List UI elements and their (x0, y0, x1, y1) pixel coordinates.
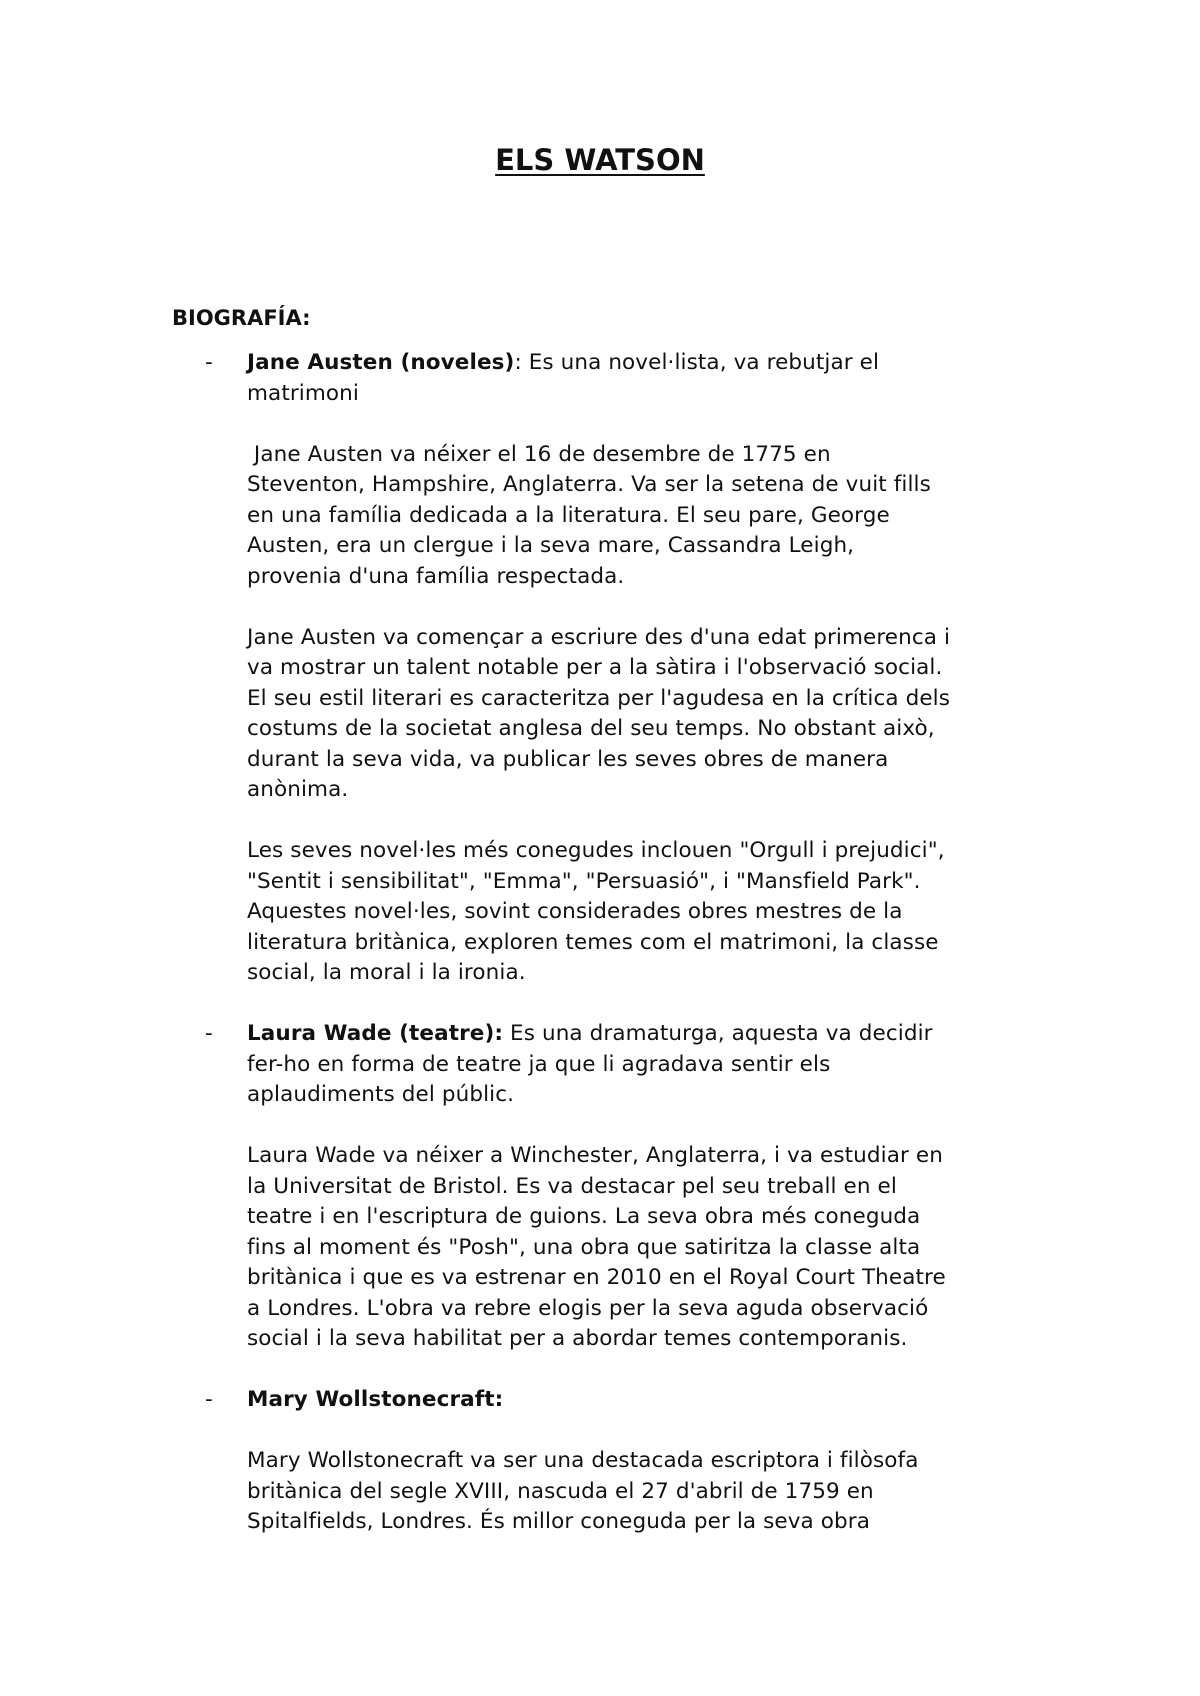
entry-intro-text: : Es una novel·lista, va rebutjar el matrimoni (247, 350, 880, 406)
section-heading-biografia: BIOGRAFÍA: (172, 306, 311, 330)
list-item-jane-austen (205, 348, 1065, 989)
bullet-dash: - (205, 1387, 213, 1412)
entry-name: Mary Wollstonecraft: (247, 1387, 504, 1412)
entry-intro (247, 348, 1065, 409)
bullet-dash: - (205, 1021, 213, 1046)
bullet-dash: - (205, 350, 213, 375)
biography-list (205, 348, 1065, 1568)
entry-paragraph: Jane Austen va començar a escriure des d'una edat primerenca i va mostrar un talent notable per a la sàtira i l'observació social. El seu estil literari es caracteritza per l'agudesa en la crítica dels costums de la societat anglesa del seu temps. No obstant això, durant la seva vida, va publicar les seves obres de manera anònima. (247, 624, 951, 802)
entry-name: Jane Austen (noveles) (247, 350, 515, 375)
entry-intro-text: Es una dramaturga, aquesta va decidir fer-ho en forma de teatre ja que li agradava sentir els aplaudiments del públic. (247, 1021, 933, 1107)
document-title-text: ELS WATSON (495, 143, 705, 177)
entry-name: Laura Wade (teatre): (247, 1021, 504, 1046)
entry-paragraph: Mary Wollstonecraft va ser una destacada escriptora i filòsofa britànica del segle XVIII, nascuda el 27 d'abril de 1759 en Spitalfields, Londres. És millor coneguda per la seva obra (247, 1448, 919, 1534)
list-item-mary-wollstonecraft (205, 1385, 1065, 1538)
document-title (0, 142, 1200, 178)
entry-paragraph: Laura Wade va néixer a Winchester, Anglaterra, i va estudiar en la Universitat de Bristol. Es va destacar pel seu treball en el teatre i en l'escriptura de guions. La seva obra més coneguda fins al moment és "Posh", una obra que satiritza la classe alta britànica i que es va estrenar en 2010 en el Royal Court Theatre a Londres. L'obra va rebre elogis per la seva aguda observació social i la seva habilitat per a abordar temes contemporanis. (247, 1143, 946, 1351)
entry-intro (247, 1385, 1065, 1416)
entry-intro (247, 1019, 1065, 1111)
list-item-laura-wade (205, 1019, 1065, 1355)
entry-paragraph: Jane Austen va néixer el 16 de desembre de 1775 en Steventon, Hampshire, Anglaterra. Va ser la setena de vuit fills en una família dedicada a la literatura. El seu pare, George Austen, era un clergue i la seva mare, Cassandra Leigh, provenia d'una família respectada. (247, 441, 931, 589)
entry-paragraph: Les seves novel·les més conegudes inclouen "Orgull i prejudici", "Sentit i sensibilitat", "Emma", "Persuasió", i "Mansfield Park". Aquestes novel·les, sovint considerades obres mestres de la literatura britànica, exploren temes com el matrimoni, la classe social, la moral i la ironia. (247, 838, 945, 985)
